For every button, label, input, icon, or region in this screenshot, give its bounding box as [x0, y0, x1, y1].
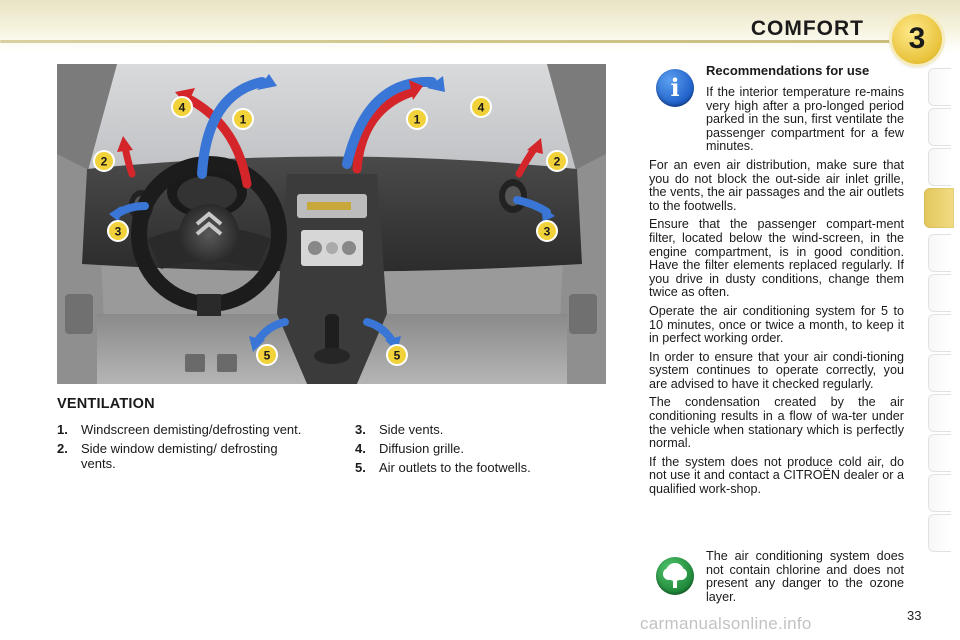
- legend-number: 3.: [355, 422, 366, 437]
- callout-label: 3: [114, 224, 122, 239]
- environment-tree-icon: [656, 557, 694, 595]
- recommendation-paragraph: For an even air distribution, make sure that you do not block the out-side air inlet grille, the vents, the air passages and the air outlets to the footwells.: [649, 157, 904, 213]
- page-number: 33: [907, 608, 922, 623]
- chapter-tab-active[interactable]: [924, 188, 954, 228]
- ventilation-heading: VENTILATION: [57, 396, 155, 412]
- callout-label: 4: [477, 100, 485, 115]
- legend-list-right: [355, 422, 605, 479]
- legend-list-left: [57, 422, 307, 475]
- chapter-tab[interactable]: [928, 274, 951, 312]
- recommendation-paragraph: In order to ensure that your air condi-tioning system continues to operate correctly, you are advised to have it checked regularly.: [649, 349, 904, 391]
- page-header: [0, 0, 960, 55]
- legend-text: Side vents.: [379, 422, 444, 437]
- chapter-tab[interactable]: [928, 434, 951, 472]
- legend-text: Air outlets to the footwells.: [379, 460, 531, 475]
- legend-text: Windscreen demisting/defrosting vent.: [81, 422, 302, 437]
- legend-number: 2.: [57, 441, 68, 456]
- chapter-tab[interactable]: [928, 108, 951, 146]
- chapter-title: COMFORT: [750, 17, 864, 40]
- callout-label: 5: [393, 348, 401, 363]
- chapter-number-badge: 3: [892, 14, 942, 64]
- recommendations-text: [649, 86, 904, 502]
- legend-number: 5.: [355, 460, 366, 475]
- recommendation-paragraph: Operate the air conditioning system for 5 to 10 minutes, once or twice a month, to keep it in perfect working order.: [649, 303, 904, 346]
- legend-text: Diffusion grille.: [379, 441, 465, 456]
- recommendation-paragraph: The condensation created by the air conditioning results in a flow of wa-ter under the vehicle when stationary which is perfectly normal.: [649, 395, 904, 451]
- chapter-tab[interactable]: [928, 474, 951, 512]
- recommendation-paragraph: If the interior temperature re-mains very high after a pro-longed period parked in the sun, first ventilate the passenger compartment for a few minutes.: [706, 85, 904, 154]
- dashboard-illustration: [57, 64, 606, 384]
- chapter-tab[interactable]: [928, 234, 951, 272]
- chapter-tab[interactable]: [928, 314, 951, 352]
- legend-item: [355, 460, 605, 475]
- legend-item: [57, 441, 307, 471]
- recommendations-heading: Recommendations for use: [706, 63, 870, 78]
- recommendation-paragraph: If the system does not produce cold air, do not use it and contact a CITROËN dealer or a qualified work-shop.: [649, 454, 904, 497]
- callout-label: 4: [178, 100, 186, 115]
- callout-label: 2: [100, 154, 108, 169]
- chapter-tab[interactable]: [928, 514, 951, 552]
- chapter-tab[interactable]: [928, 354, 951, 392]
- chapter-tab[interactable]: [928, 68, 951, 106]
- chapter-tab[interactable]: [928, 148, 951, 186]
- legend-number: 4.: [355, 441, 366, 456]
- callout-label: 5: [263, 348, 271, 363]
- recommendation-paragraph: Ensure that the passenger compart-ment filter, located below the wind-screen, in the engine compartment, is in good condition. Have the filter elements replaced regularly. If you drive in dusty conditions, change them twice as often.: [649, 217, 904, 300]
- dashboard-ventilation-figure: [57, 64, 606, 384]
- legend-item: [355, 422, 605, 437]
- callout-label: 2: [553, 154, 561, 169]
- info-icon: i: [656, 69, 694, 107]
- chapter-tabs: [928, 68, 960, 578]
- legend-item: [355, 441, 605, 456]
- legend-text: Side window demisting/ defrosting vents.: [81, 441, 278, 471]
- callout-label: 3: [543, 224, 551, 239]
- legend-item: [57, 422, 307, 437]
- watermark: carmanualsonline.info: [640, 614, 812, 633]
- legend-number: 1.: [57, 422, 68, 437]
- callout-label: 1: [413, 112, 421, 127]
- environment-note: The air conditioning system does not contain chlorine and does not present any danger to the ozone layer.: [706, 549, 904, 604]
- callout-label: 1: [239, 112, 247, 127]
- chapter-tab[interactable]: [928, 394, 951, 432]
